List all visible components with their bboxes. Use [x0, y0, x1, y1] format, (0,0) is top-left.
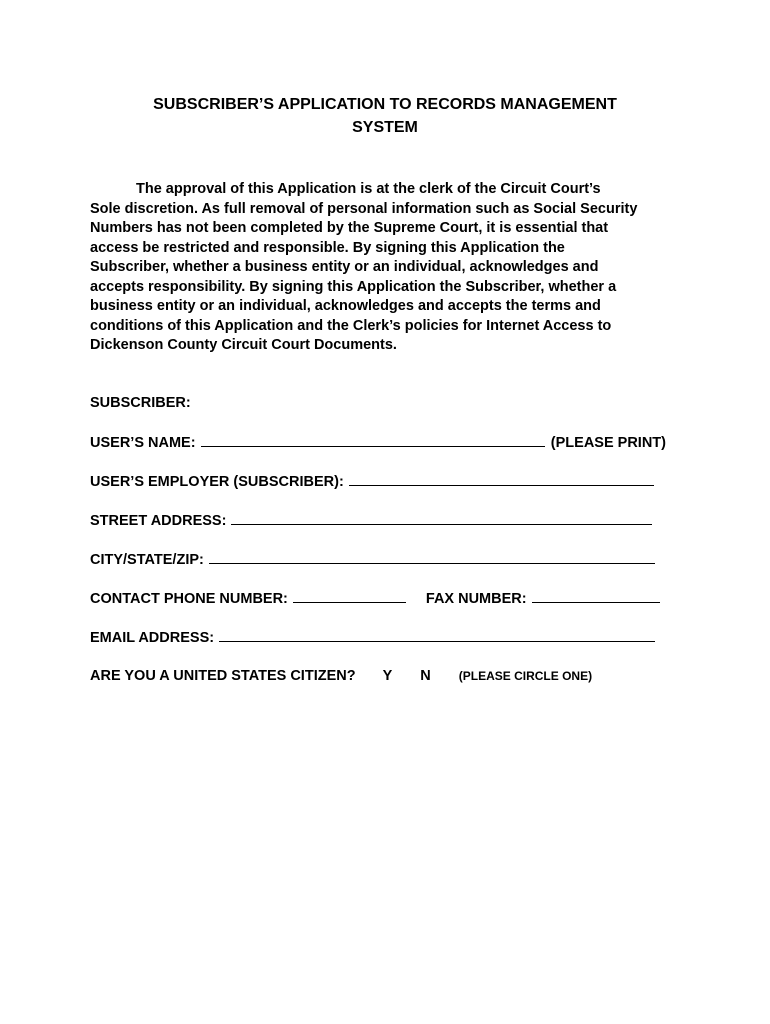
email-address-label: EMAIL ADDRESS:	[90, 630, 215, 646]
intro-paragraph	[90, 180, 670, 356]
circle-one-hint: (PLEASE CIRCLE ONE)	[458, 669, 593, 683]
intro-line: Dickenson County Circuit Court Documents.	[90, 337, 397, 353]
phone-fax-row	[90, 588, 660, 609]
city-state-zip-row	[90, 549, 655, 570]
fax-number-field[interactable]	[532, 588, 660, 603]
street-address-row	[90, 510, 652, 531]
intro-line: Subscriber, whether a business entity or an individual, acknowledges and	[90, 259, 599, 275]
subscriber-label: SUBSCRIBER:	[90, 395, 191, 411]
users-name-row	[90, 432, 666, 453]
citizen-row	[90, 666, 666, 686]
intro-line: access be restricted and responsible. By signing this Application the	[90, 239, 565, 256]
title-line-1: SUBSCRIBER’S APPLICATION TO RECORDS MANAGEMENT	[153, 96, 617, 113]
intro-line: conditions of this Application and the Clerk’s policies for Internet Access to	[90, 317, 612, 334]
city-state-zip-field[interactable]	[209, 549, 655, 564]
employer-field[interactable]	[349, 471, 654, 486]
users-name-field[interactable]	[201, 432, 545, 447]
employer-row	[90, 471, 654, 492]
email-address-field[interactable]	[219, 627, 655, 642]
contact-phone-label: CONTACT PHONE NUMBER:	[90, 591, 288, 607]
intro-line: Numbers has not been completed by the Supreme Court, it is essential that	[90, 220, 609, 236]
citizen-no-option[interactable]: N	[420, 668, 431, 684]
intro-line: business entity or an individual, acknowledges and accepts the terms and	[90, 298, 601, 314]
intro-line	[90, 180, 670, 200]
please-print-hint: (PLEASE PRINT)	[550, 435, 666, 451]
title-line-2: SYSTEM	[352, 119, 418, 136]
intro-line: Sole discretion. As full removal of personal information such as Social Security	[90, 200, 638, 217]
citizen-question-label: ARE YOU A UNITED STATES CITIZEN?	[90, 668, 356, 684]
citizen-yes-option[interactable]: Y	[382, 668, 393, 684]
fax-number-label: FAX NUMBER:	[425, 591, 527, 607]
employer-label: USER’S EMPLOYER (SUBSCRIBER):	[90, 474, 344, 490]
subscriber-section	[90, 393, 666, 413]
street-address-label: STREET ADDRESS:	[90, 513, 227, 529]
email-row	[90, 627, 655, 648]
users-name-label: USER’S NAME:	[90, 435, 196, 451]
contact-phone-field[interactable]	[293, 588, 406, 603]
city-state-zip-label: CITY/STATE/ZIP:	[90, 552, 204, 568]
intro-line: accepts responsibility. By signing this Application the Subscriber, whether a	[90, 278, 617, 295]
intro-line-text: The approval of this Application is at the clerk of the Circuit Court’s	[136, 181, 601, 197]
street-address-field[interactable]	[231, 510, 652, 525]
document-title	[90, 93, 680, 139]
